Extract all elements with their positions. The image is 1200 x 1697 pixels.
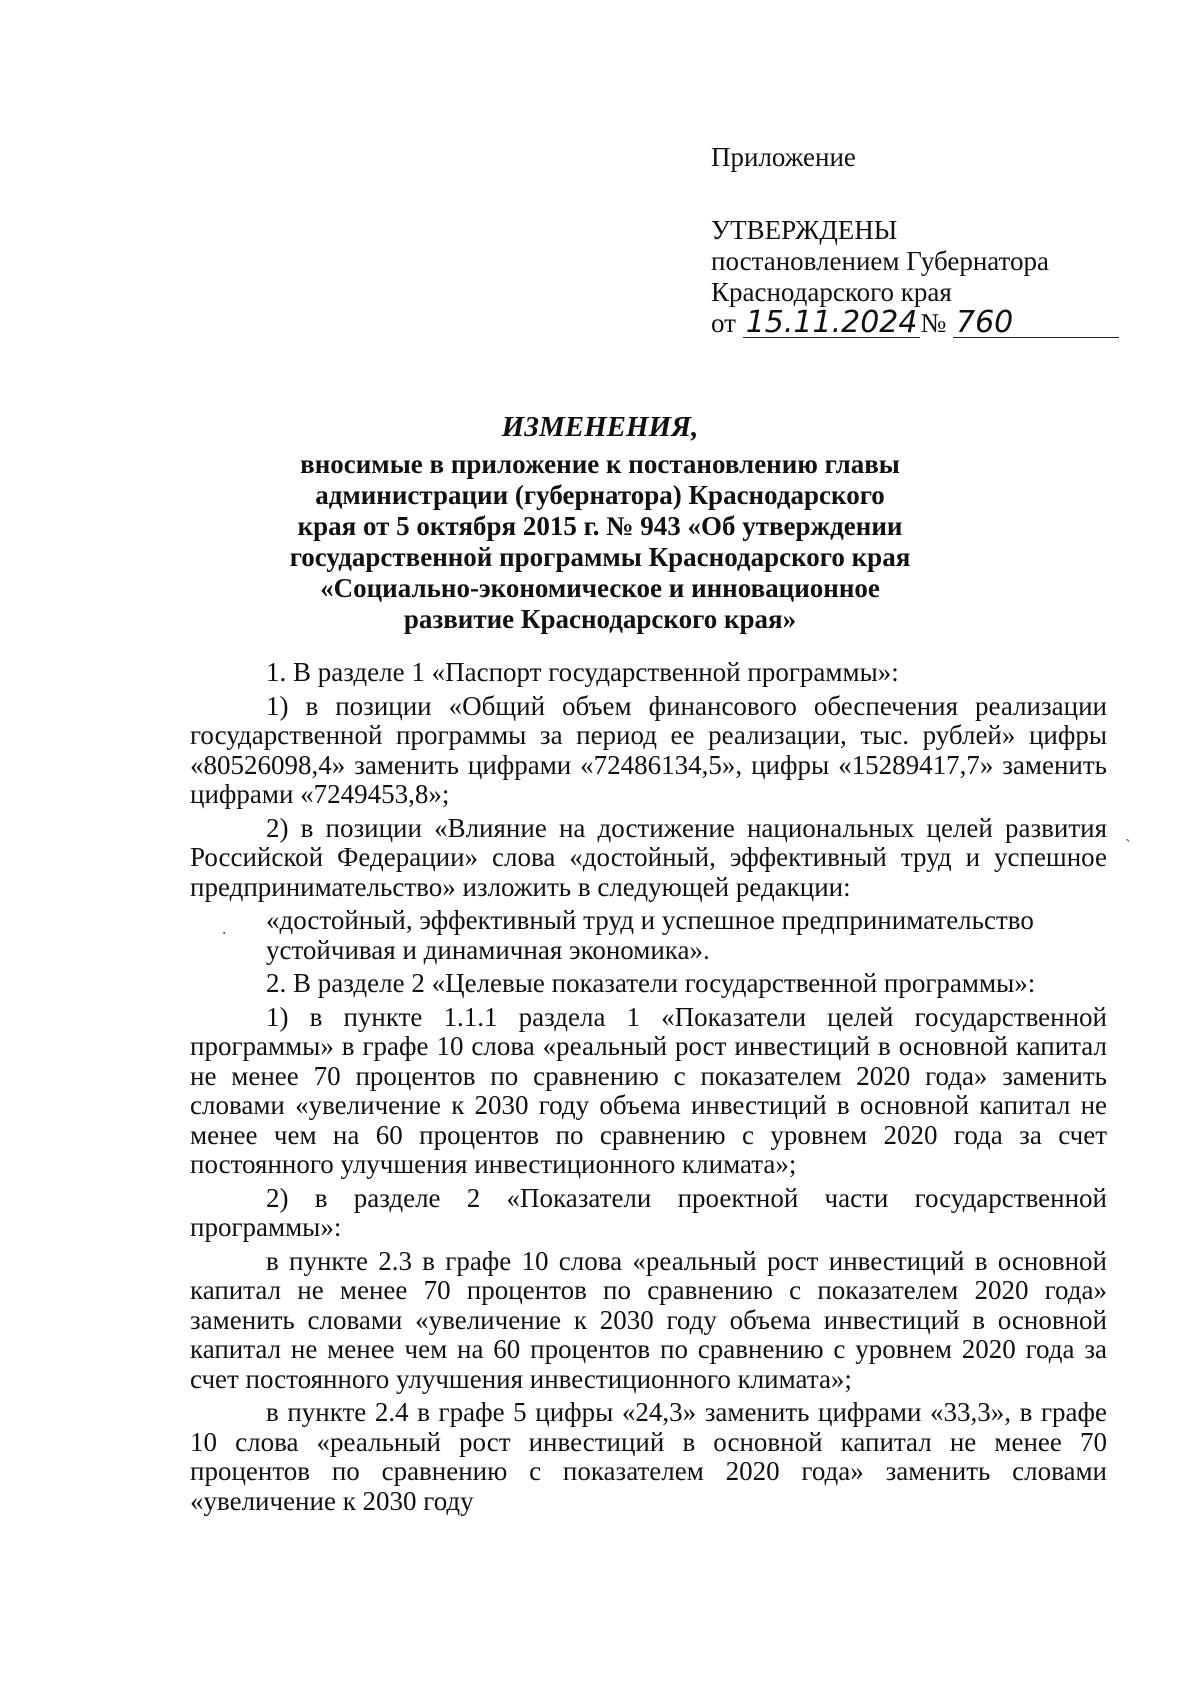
paragraph: 1) в пункте 1.1.1 раздела 1 «Показатели целей государственной программы» в графе 10 слова «реальный рост инвестиций в основной капитал не менее 70 процентов по сравнению с показателем 2020 года» заменить словами «увеличение к 2030 году объема инвестиций в основной капитал не менее чем на 60 процентов по сравнению с уровнем 2020 года за счет постоянного улучшения инвестиционного климата»; xyxy=(190,1001,1107,1179)
approved-by-line: постановлением Губернатора xyxy=(711,246,1049,276)
paragraph-quote: «достойный, эффективный труд и успешное предпринимательство xyxy=(266,905,1034,935)
heading-line: администрации (губернатора) Краснодарского xyxy=(315,480,885,510)
handwritten-number: 760 xyxy=(953,309,1119,338)
number-prefix: № xyxy=(920,308,947,338)
paragraph: 1. В разделе 1 «Паспорт государственной программы»: xyxy=(266,657,899,687)
document-heading xyxy=(190,412,1010,635)
heading-line: «Социально-экономическое и инновационное xyxy=(320,573,880,603)
paragraph-quote: устойчивая и динамичная экономика». xyxy=(266,934,710,965)
approved-region-line: Краснодарского края xyxy=(711,277,952,307)
handwritten-date: 15.11.2024 xyxy=(743,309,921,338)
paragraph: 1) в позиции «Общий объем финансового обеспечения реализации государственной программы за период ее реализации, тыс. рублей» цифры «80526098,4» заменить цифрами «72486134,5», цифры «15289417,7» заменить цифрами «7249453,8»; xyxy=(190,690,1107,809)
scan-speck: . xyxy=(222,918,227,938)
date-prefix: от xyxy=(711,308,736,338)
paragraph: 2) в позиции «Влияние на достижение национальных целей развития Российской Федерации» слова «достойный, эффективный труд и успешное предпринимательство» изложить в следующей редакции: xyxy=(190,812,1107,902)
paragraph: 2. В разделе 2 «Целевые показатели государственной программы»: xyxy=(266,968,1036,998)
approved-label: УТВЕРЖДЕНЫ xyxy=(711,215,898,245)
paragraph: 2) в разделе 2 «Показатели проектной части государственной программы»: xyxy=(190,1182,1107,1242)
appendix-label: Приложение xyxy=(711,142,856,172)
heading-line: государственной программы Краснодарского края xyxy=(289,542,911,572)
paragraph: в пункте 2.4 в графе 5 цифры «24,3» заменить цифрами «33,3», в графе 10 слова «реальный рост инвестиций в основной капитал не менее 70 процентов по сравнению с показателем 2020 года» заменить словами «увеличение к 2030 году xyxy=(190,1397,1107,1516)
heading-line: вносимые в приложение к постановлению главы xyxy=(300,449,900,479)
approval-block xyxy=(711,142,1131,339)
document-title: ИЗМЕНЕНИЯ, xyxy=(501,411,699,443)
scan-speck: ˎ xyxy=(1125,822,1131,842)
document-body xyxy=(190,658,1107,1520)
heading-line: края от 5 октября 2015 г. № 943 «Об утверждении xyxy=(297,511,903,541)
date-number-line xyxy=(711,305,1131,340)
paragraph: в пункте 2.3 в графе 10 слова «реальный рост инвестиций в основной капитал не менее 70 процентов по сравнению с показателем 2020 года» заменить словами «увеличение к 2030 году объема инвестиций в основной капитал не менее чем на 60 процентов по сравнению с уровнем 2020 года за счет постоянного улучшения инвестиционного климата»; xyxy=(190,1245,1107,1394)
heading-line: развитие Краснодарского края» xyxy=(403,604,797,634)
